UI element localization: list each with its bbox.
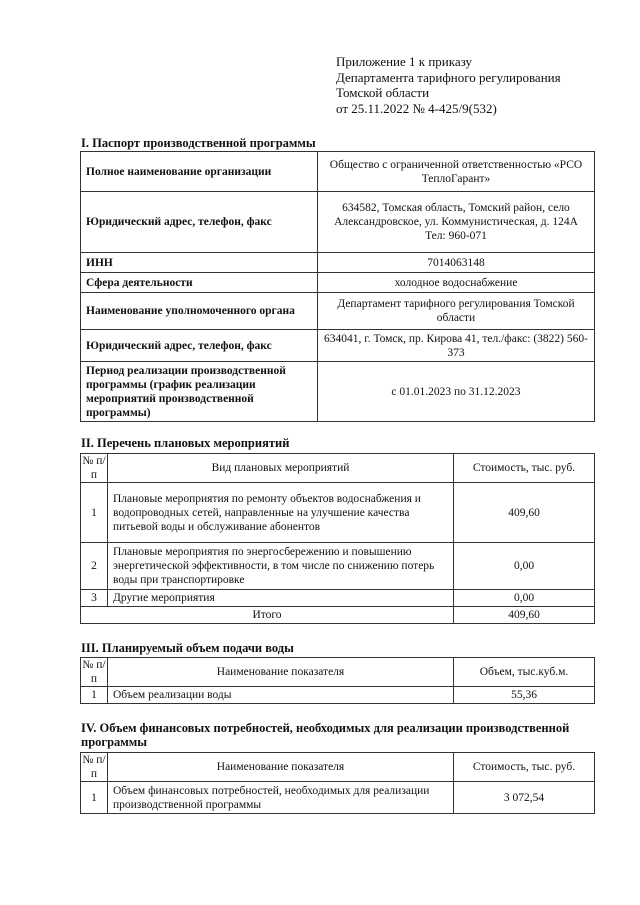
table-row [81,362,595,422]
header-num: № п/п [82,754,106,780]
measures-table [80,453,595,624]
header-cost: Стоимость, тыс. руб. [454,454,595,483]
header-line-1: Приложение 1 к приказу [336,54,473,69]
passport-address: 634582, Томская область, Томский район, село Александровское, ул. Коммунистическая, д. 124А [334,202,578,228]
passport-key: ИНН [81,253,318,273]
passport-phone: Тел: 960-071 [425,230,487,242]
row-num: 1 [81,483,108,543]
passport-value: с 01.01.2023 по 31.12.2023 [318,362,595,422]
header-line-2: Департамента тарифного регулирования [336,69,561,85]
passport-key: Юридический адрес, телефон, факс [81,330,318,362]
passport-value: 634041, г. Томск, пр. Кирова 41, тел./факс: (3822) 560-373 [318,330,595,362]
passport-value [318,192,595,253]
table-row [81,687,595,704]
table-total-row [81,607,595,624]
financial-needs-table [80,752,595,814]
passport-key: Юридический адрес, телефон, факс [81,192,318,253]
header-line-3: Томской области [336,85,430,100]
header-name: Наименование показателя [108,658,454,687]
passport-key: Сфера деятельности [81,273,318,293]
row-num: 2 [81,543,108,590]
header-cost: Стоимость, тыс. руб. [454,753,595,782]
section-1-title: I. Паспорт производственной программы [81,136,316,150]
section-3-title: III. Планируемый объем подачи воды [81,641,294,655]
row-name: Объем реализации воды [108,687,454,704]
passport-value: 7014063148 [318,253,595,273]
row-cost: 0,00 [454,590,595,607]
table-row [81,543,595,590]
passport-key: Период реализации производственной программы (график реализации мероприятий производственной программы) [81,362,318,422]
table-header-row [81,658,595,687]
section-4-title: IV. Объем финансовых потребностей, необходимых для реализации производственной программы [81,721,570,749]
header-name: Наименование показателя [108,753,454,782]
table-row [81,330,595,362]
passport-table [80,151,595,422]
header-name: Вид плановых мероприятий [108,454,454,483]
table-row [81,782,595,814]
row-cost: 0,00 [454,543,595,590]
row-value: 55,36 [454,687,595,704]
total-label: Итого [81,607,454,624]
row-name: Плановые мероприятия по энергосбережению и повышению энергетической эффективности, в том числе по снижению потерь воды при транспортировке [108,543,454,590]
table-row [81,293,595,330]
table-row [81,253,595,273]
row-name: Объем финансовых потребностей, необходимых для реализации производственной программы [108,782,454,814]
row-name: Другие мероприятия [108,590,454,607]
row-num: 1 [81,687,108,704]
table-row [81,192,595,253]
passport-value: Департамент тарифного регулирования Томской области [318,293,595,330]
table-header-row [81,753,595,782]
water-volume-table [80,657,595,704]
table-row [81,590,595,607]
order-appendix-header [336,54,626,116]
section-2-title: II. Перечень плановых мероприятий [81,436,290,450]
row-num: 3 [81,590,108,607]
passport-key: Наименование уполномоченного органа [81,293,318,330]
table-row [81,273,595,293]
header-num: № п/п [82,659,106,685]
row-name: Плановые мероприятия по ремонту объектов водоснабжения и водопроводных сетей, направленные на улучшение качества питьевой воды и обслуживание абонентов [108,483,454,543]
row-num: 1 [81,782,108,814]
header-num: № п/п [82,455,106,481]
header-value: Объем, тыс.куб.м. [454,658,595,687]
row-cost: 409,60 [454,483,595,543]
row-cost: 3 072,54 [454,782,595,814]
table-row [81,152,595,192]
table-row [81,483,595,543]
passport-key: Полное наименование организации [81,152,318,192]
passport-value: Общество с ограниченной ответственностью «РСО ТеплоГарант» [318,152,595,192]
passport-value: холодное водоснабжение [318,273,595,293]
table-header-row [81,454,595,483]
total-cost: 409,60 [454,607,595,624]
header-line-4: от 25.11.2022 № 4-425/9(532) [336,100,497,116]
